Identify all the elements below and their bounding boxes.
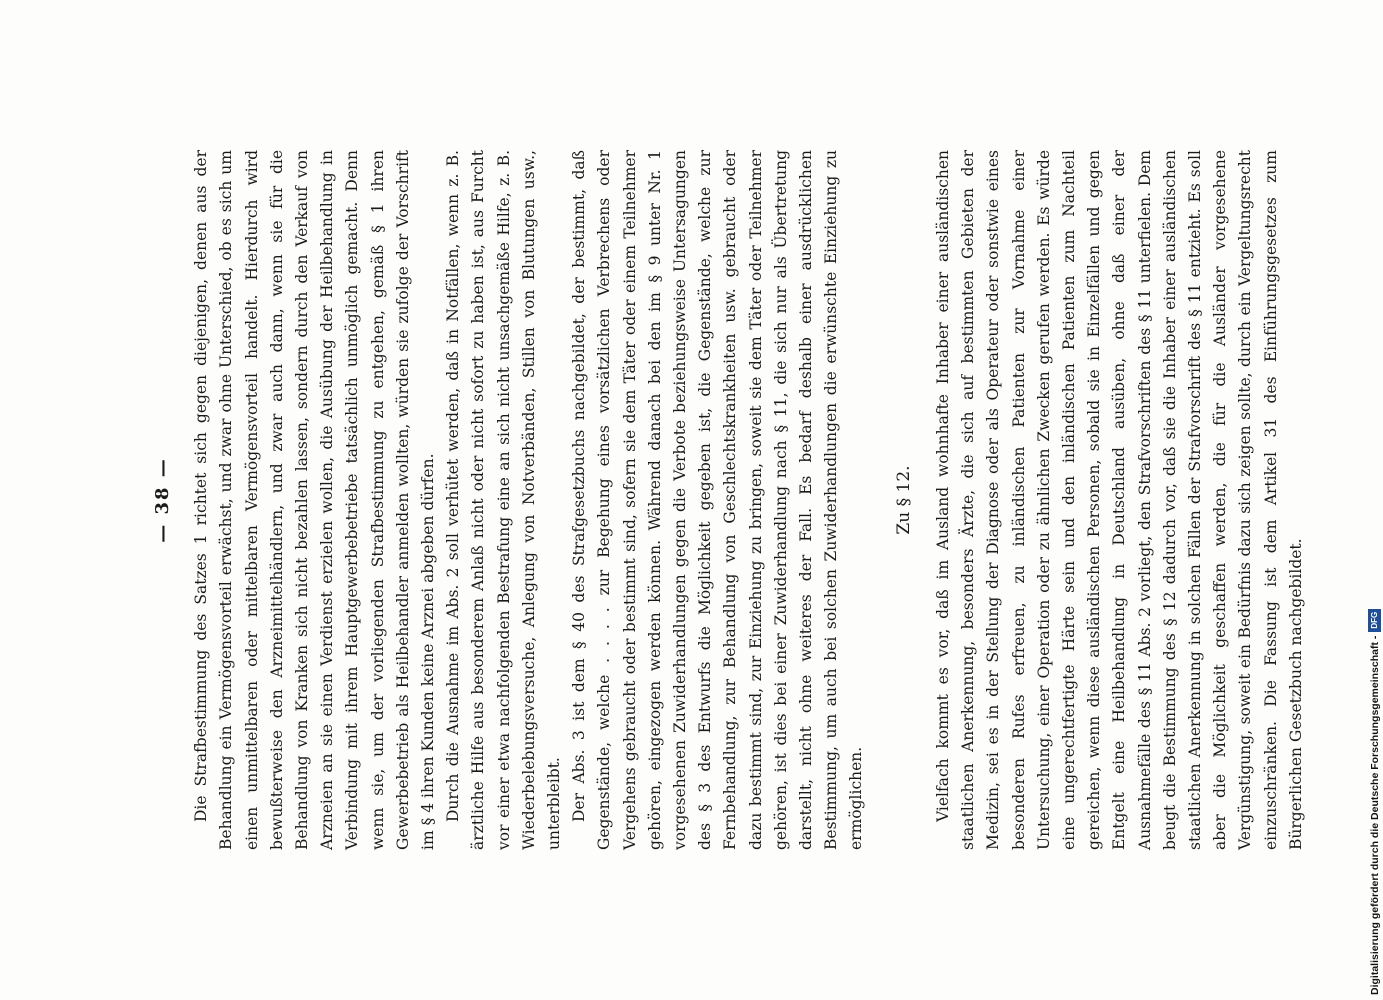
credit-text: Digitalisierung gefördert durch die Deutsche Forschungsgemeinschaft - xyxy=(1368,635,1381,995)
rotated-text-area xyxy=(150,60,1305,940)
page-content xyxy=(150,150,1309,850)
paragraph-1: Die Strafbestimmung des Satzes 1 richtet sich gegen diejenigen, denen aus der Behandlung ein Vermögensvorteil erwächst, und zwar ohne Unterschied, ob es sich um einen unmittelbaren oder mittelbaren Vermögensvorteil handelt. Hierdurch wird bewußterweise den Arzneimittelhändlern, und zwar auch dann, wenn sie für die Behandlung von Kranken sich nicht bezahlen lassen, sondern durch den Verkauf von Arzneien an sie einen Verdienst erzielen wollen, die Ausübung der Heilbehandlung in Verbindung mit ihrem Hauptgewerbebetriebe tatsächlich unmöglich gemacht. Denn wenn sie, um der vorliegenden Strafbestimmung zu entgehen, gemäß § 1 ihren Gewerbebetrieb als Heilbehandler anmelden wollten, würden sie zufolge der Vorschrift im § 4 ihren Kunden keine Arznei abgeben dürfen. xyxy=(192,150,438,850)
dfg-logo: DFG xyxy=(1368,609,1381,632)
section-heading: Zu § 12. xyxy=(893,465,914,535)
paragraph-3: Der Abs. 3 ist dem § 40 des Strafgesetzbuchs nachgebildet, der bestimmt, daß Gegenstände, welche . . . . zur Begehung eines vorsätzlichen Verbrechens oder Vergehens gebraucht oder bestimmt sind, sofern sie dem Täter oder einem Teilnehmer gehören, eingezogen werden können. Während danach bei den im § 9 unter Nr. 1 vorgesehenen Zuwiderhandlungen gegen die Verbote beziehungsweise Untersagungen des § 3 des Entwurfs die Möglichkeit gegeben ist, die Gegenstände, welche zur Fernbehandlung, zur Behandlung von Geschlechtskrankheiten usw. gebraucht oder dazu bestimmt sind, zur Einziehung zu bringen, soweit sie dem Täter oder Teilnehmer gehören, ist dies bei einer Zuwiderhandlung nach § 11, die sich nur als Übertretung darstellt, nicht ohne weiteres der Fall. Es bedarf deshalb einer ausdrücklichen Bestimmung, um auch bei solchen Zuwiderhandlungen die erwünschte Einziehung zu ermöglichen. xyxy=(570,150,866,850)
section-paragraph: Vielfach kommt es vor, daß im Ausland wohnhafte Inhaber einer ausländischen staatlichen Anerkennung, besonders Ärzte, die sich auf bestimmten Gebieten der Medizin, sei es in der Stellung der Diagnose oder als Operateur oder sonstwie eines besonderen Rufes erfreuen, zu inländischen Patienten zur Vornahme einer Untersuchung, einer Operation oder zu ähnlichen Zwecken gerufen werden. Es würde eine ungerechtfertigte Härte sein und den inländischen Patienten zum Nachteil gereichen, wenn diese ausländischen Personen, sobald sie in Einzelfällen und gegen Entgelt eine Heilbehandlung in Deutschland ausüben, ohne daß einer der Ausnahmefälle des § 11 Abs. 2 vorliegt, den Strafvorschriften des § 11 unterfielen. Dem beugt die Bestimmung des § 12 dadurch vor, daß sie die Inhaber einer ausländischen staatlichen Anerkennung in solchen Fällen der Strafvorschrift des § 11 entzieht. Es soll aber die Möglichkeit geschaffen werden, die für die Ausländer vorgesehene Vergünstigung, soweit ein Bedürfnis dazu sich zeigen sollte, durch ein Vergeltungsrecht einzuschränken. Die Fassung ist dem Artikel 31 des Einführungsgesetzes zum Bürgerlichen Gesetzbuch nachgebildet. xyxy=(933,150,1305,850)
paragraph-2: Durch die Ausnahme im Abs. 2 soll verhütet werden, daß in Notfällen, wenn z. B. ärztliche Hilfe aus besonderem Anlaß nicht oder nicht sofort zu haben ist, aus Furcht vor einer etwa nachfolgenden Bestrafung eine an sich nicht unsachgemäße Hilfe, z. B. Wiederbelebungsversuche, Anlegung von Notverbänden, Stillen von Blutungen usw., unterbleibt. xyxy=(444,150,564,850)
page-number: — 38 — xyxy=(152,457,173,543)
digitization-credit xyxy=(1368,609,1381,995)
